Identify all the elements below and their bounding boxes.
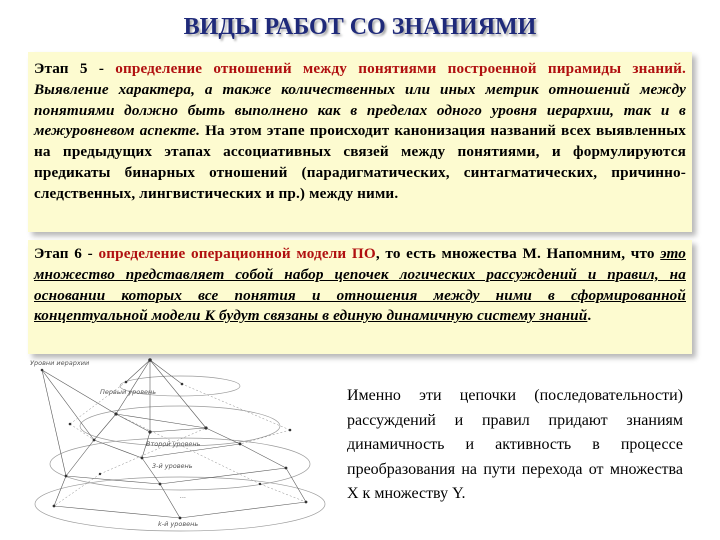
stage-6-plain: , то есть множества М. Напомним, что — [375, 245, 655, 262]
caption-text: Именно эти цепочки (последовательности) рассуждений и правил придают знаниям динамичность и активность в процессе преобразования на пути перехода от множества Х к множеству Y. — [347, 387, 683, 502]
label-level-1: Первый уровень — [100, 388, 157, 396]
stage-6-definition: определение операционной модели ПО — [98, 245, 376, 262]
stage-6-text — [34, 244, 686, 327]
label-dots: ... — [180, 492, 187, 500]
stage-5-text — [34, 59, 686, 205]
pyramid-nodes — [41, 358, 308, 519]
stage-6-label: Этап 6 - — [34, 245, 93, 262]
hierarchy-pyramid-diagram — [30, 356, 330, 534]
pyramid-edges — [42, 360, 306, 518]
stage-5-italic: Выявление характера, а также количественных или иных метрик отношений между понятиями должно быть выполнено как в пределах одного уровня иерархии, так и в межуровневом аспекте. — [34, 80, 686, 140]
label-level-2: Второй уровень — [146, 440, 201, 448]
stage-5-panel — [28, 52, 692, 232]
label-hierarchy: Уровни иерархии — [30, 359, 90, 367]
level-ellipses — [35, 376, 325, 531]
stage-5-plain: На этом этапе происходит канонизация названий всех выявленных на предыдущих этапах ассоциативных связей между понятиями, и формулируются предикаты бинарных отношений (парадигматических, синтагматических, причинно-следственных, лингвистических и пр.) между ними. — [34, 122, 686, 202]
label-level-3: 3-й уровень — [152, 462, 193, 470]
stage-6-panel — [28, 240, 692, 354]
stage-5-label: Этап 5 - — [34, 60, 105, 77]
stage-6-italic: это множество представляет собой набор цепочек логических рассуждений и правил, на основании которых все понятия и отношения между ними в сформированной концептуальной модели К будут связаны в единую динамичную систему знаний — [34, 245, 686, 325]
stage-5-definition: определение отношений между понятиями построенной пирамиды знаний. — [115, 60, 686, 77]
label-level-k: k-й уровень — [158, 520, 199, 528]
page-title: ВИДЫ РАБОТ СО ЗНАНИЯМИ — [183, 14, 537, 40]
stage-6-end: . — [587, 307, 592, 325]
